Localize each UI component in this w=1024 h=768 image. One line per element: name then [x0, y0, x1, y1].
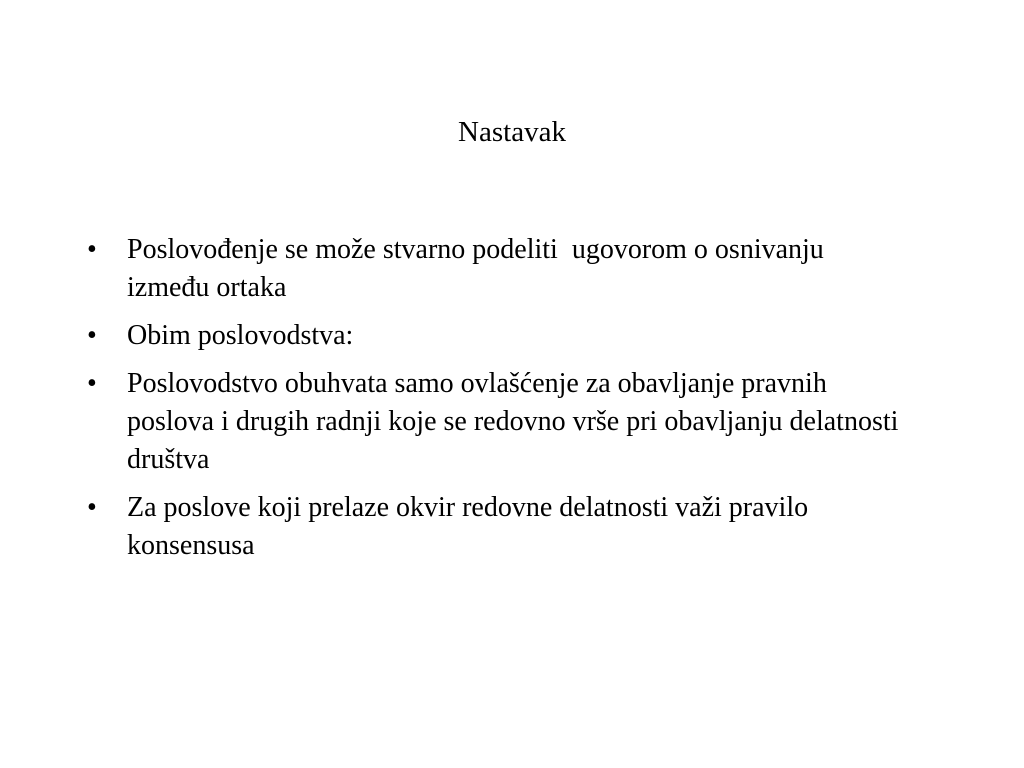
bullet-text: Obim poslovodstva:: [127, 320, 354, 351]
bullet-item: [85, 317, 905, 355]
bullet-item: [85, 365, 905, 479]
bullet-dot-icon: •: [87, 368, 97, 399]
bullet-item: [85, 489, 905, 565]
bullet-text: Poslovođenje se može stvarno podeliti ugovorom o osnivanju između ortaka: [127, 234, 831, 303]
bullet-text: Poslovodstvo obuhvata samo ovlašćenje za obavljanje pravnih poslova i drugih radnji koje se redovno vrše pri obavljanju delatnosti društva: [127, 368, 906, 475]
bullet-text: Za poslove koji prelaze okvir redovne delatnosti važi pravilo konsensusa: [127, 492, 816, 561]
slide-title: Nastavak: [458, 116, 566, 148]
bullet-dot-icon: •: [87, 234, 97, 265]
bullet-dot-icon: •: [87, 320, 97, 351]
bullet-dot-icon: •: [87, 492, 97, 523]
bullet-list: [85, 231, 905, 575]
bullet-item: [85, 231, 905, 307]
